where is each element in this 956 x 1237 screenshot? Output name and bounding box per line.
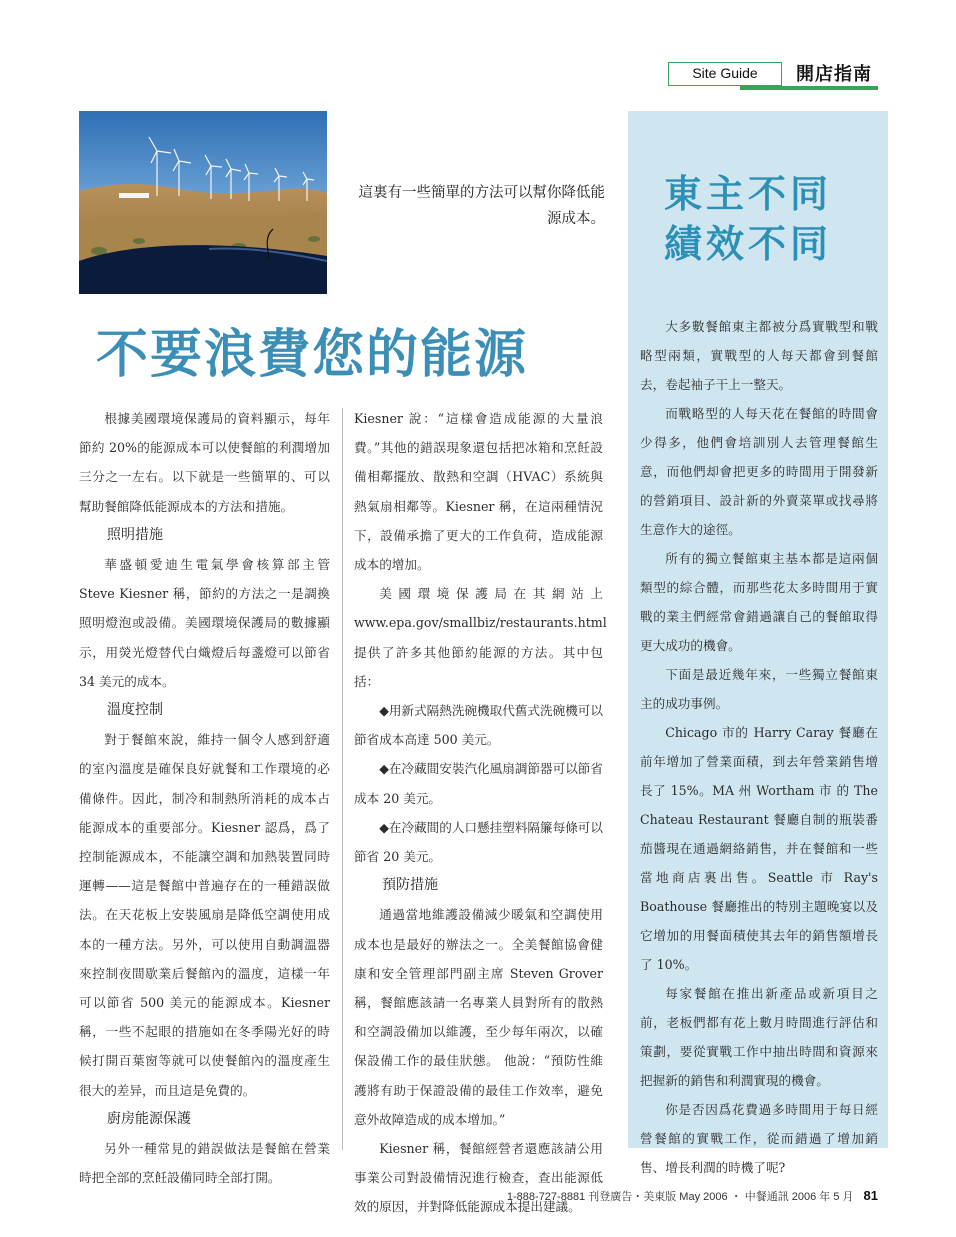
paragraph: 你是否因爲花費過多時間用于每日經營餐館的實戰工作，從而錯過了增加銷售、增長利潤的時機了呢? — [640, 1102, 878, 1175]
sidebar-body — [640, 312, 878, 1182]
wind-turbine-image — [79, 111, 327, 294]
paragraph: 而戰略型的人每天花在餐館的時間會少得多，他們會培訓別人去管理餐館生意，而他們却會把更多的時間用于開發新的營銷項目、設計新的外賣菜單或找尋將生意作大的途徑。 — [640, 406, 878, 537]
subheading-kitchen: 廚房能源保護 — [107, 1110, 191, 1127]
paragraph: 大多數餐館東主都被分爲實戰型和戰略型兩類，實戰型的人每天都會到餐館去，卷起袖子干上一整天。 — [640, 319, 878, 392]
site-guide-chinese-label: 開店指南 — [796, 64, 872, 85]
paragraph: 所有的獨立餐館東主基本都是這兩個類型的綜合體，而那些花太多時間用于實戰的業主們經常會錯過讓自己的餐館取得更大成功的機會。 — [640, 551, 878, 653]
article-column-2 — [354, 404, 607, 1222]
paragraph: 通過當地維護設備減少暖氣和空調使用成本也是最好的辦法之一。全美餐館協會健康和安全管理部門副主席 Steven Grover 稱，餐館應該請一名專業人員對所有的散熱和空調設備加以維護，至少每年兩次，以確保設備工作的最佳狀態。 他說：“預防性維護將有助于保證設備的最佳工作效率，避免意外故障造成的成本增加。” — [354, 907, 603, 1127]
subheading-lighting: 照明措施 — [107, 526, 163, 543]
sidebar-title — [664, 169, 832, 269]
paragraph: Kiesner 稱，餐館經營者還應該請公用事業公司對設備情況進行檢查，查出能源低效的原因，并對降低能源成本提出建議。 — [354, 1141, 603, 1215]
bullet-item: ◆在冷藏間的人口懸挂塑料隔簾每條可以節省 20 美元。 — [354, 819, 603, 865]
subheading-prevention: 預防措施 — [382, 877, 438, 894]
wind-farm-photo — [79, 111, 327, 294]
paragraph: 每家餐館在推出新產品或新項目之前，老板們都有花上數月時間進行評估和策劃，要從實戰工作中抽出時間和資源來把握新的銷售和利潤實現的機會。 — [640, 986, 878, 1088]
paragraph: 美國環境保護局在其網站上 www.epa.gov/smallbiz/restaurants.html 提供了許多其他節約能源的方法。其中包括： — [354, 586, 607, 689]
page-number: 81 — [863, 1188, 878, 1203]
paragraph: Kiesner 說：“這樣會造成能源的大量浪費。”其他的錯誤現象還包括把冰箱和烹飪設備相鄰擺放、散熱和空調（HVAC）系統與熱氣扇相鄰等。Kiesner 稱，在這兩種情況下，設備承擔了更大的工作負荷，造成能源成本的增加。 — [354, 411, 603, 573]
subheading-temperature: 溫度控制 — [107, 702, 163, 719]
sidebar-box — [628, 111, 888, 1175]
paragraph: 另外一種常見的錯誤做法是餐館在營業時把全部的烹飪設備同時全部打開。 — [79, 1141, 330, 1186]
paragraph: 根據美國環境保護局的資料顯示，每年節約 20%的能源成本可以使餐館的利潤增加三分之一左右。以下就是一些簡單的、可以幫助餐館降低能源成本的方法和措施。 — [79, 411, 330, 514]
bullet-item: ◆用新式隔熱洗碗機取代舊式洗碗機可以節省成本高達 500 美元。 — [354, 703, 603, 748]
article-title: 不要浪費您的能源 — [96, 324, 529, 385]
paragraph: 華盛頓愛迪生電氣學會核算部主管 Steve Kiesner 稱，節約的方法之一是調換照明燈泡或設備。美國環境保護局的數據顯示，用熒光燈替代白熾燈后每盞燈可以節省 34 美元的成本。 — [79, 557, 330, 689]
sidebar-title-line-1: 東主不同 — [664, 171, 833, 216]
sidebar-title-line-2: 績效不同 — [664, 221, 833, 266]
paragraph: 下面是最近幾年來，一些獨立餐館東主的成功事例。 — [640, 667, 878, 711]
article-column-1 — [79, 404, 330, 1192]
site-guide-label: Site Guide — [668, 62, 782, 86]
site-guide-header — [668, 58, 878, 90]
paragraph: Chicago 市的 Harry Caray 餐廳在前年增加了營業面積，到去年營業銷售增長了 15%。MA 州 Wortham 市 的 The Chateau Restaurant 餐廳自制的瓶裝番茄醬現在通過網絡銷售，并在餐館和一些當地商店裏出售。Seattle 市 Ray's Boathouse 餐廳推出的特別主題晚宴以及它增加的用餐面積使其去年的銷售額增長了 10%。 — [640, 725, 878, 972]
header-rule — [740, 86, 878, 90]
column-divider — [342, 408, 343, 1150]
bullet-item: ◆在冷藏間安裝汽化風扇調節器可以節省成本 20 美元。 — [354, 761, 603, 806]
intro-text: 這裏有一些簡單的方法可以幫你降低能源成本。 — [358, 185, 605, 227]
footer-text: 1-888-727-8881 刊登廣告・美東版 May 2006 ・ 中餐通訊 2006 年 5 月 — [506, 1191, 854, 1203]
page-footer — [472, 1188, 878, 1204]
paragraph: 對于餐館來說，維持一個令人感到舒適的室內溫度是確保良好就餐和工作環境的必備條件。因此，制冷和制熱所消耗的成本占能源成本的重要部分。Kiesner 認爲，爲了控制能源成本，不能讓空調和加熱裝置同時運轉——這是餐館中普遍存在的一種錯誤做法。在天花板上安裝風扇是降低空調使用成本的一種方法。另外，可以使用自動調溫器來控制夜間歇業后餐館內的溫度，這樣一年可以節省 500 美元的能源成本。Kiesner 稱，一些不起眼的措施如在冬季陽光好的時候打開百葉窗等就可以使餐館內的溫度產生很大的差异，而且這是免費的。 — [79, 732, 330, 1098]
